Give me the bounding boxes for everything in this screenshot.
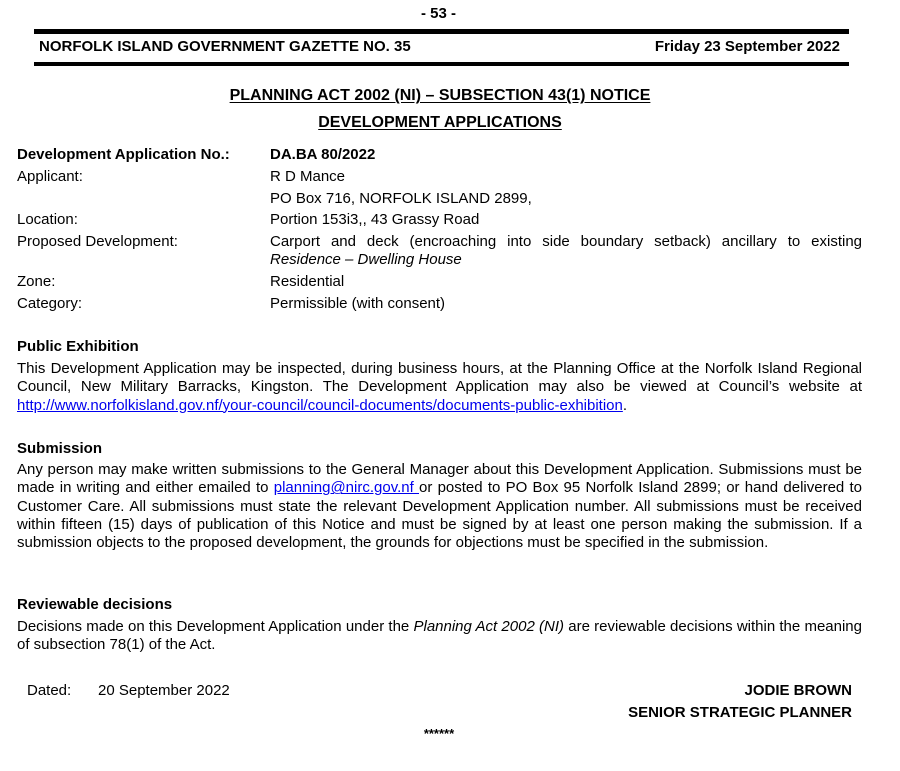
applicant-label: Applicant: bbox=[17, 168, 83, 185]
applicant-name: R D Mance bbox=[270, 168, 346, 185]
category-label: Category: bbox=[17, 295, 83, 312]
submission-paragraph bbox=[17, 461, 862, 552]
submission-text-after-email: or posted to PO Box 95 Norfolk Island 2899; or hand delivered to Customer Care. All submissions must state the relevant Development Application number. All submissions must be received within fifteen (15) days of publication of this Notice and must be signed by at least one person making the submission. If a submission objects to the proposed development, the grounds for objections must be specified in the submission. bbox=[17, 479, 862, 552]
page-number: - 53 - bbox=[420, 5, 456, 22]
zone-label: Zone: bbox=[17, 273, 56, 290]
category-value: Permissible (with consent) bbox=[270, 295, 446, 312]
gazette-date: Friday 23 September 2022 bbox=[654, 38, 840, 55]
submission-text-before-email: Any person may make written submissions to the General Manager about this Development Application. Submissions must be made in writing and either emailed to bbox=[17, 461, 862, 497]
reviewable-heading: Reviewable decisions bbox=[17, 596, 173, 613]
proposed-development-line2: Residence – Dwelling House bbox=[270, 251, 462, 268]
proposed-development-line1: Carport and deck (encroaching into side boundary setback) ancillary to existing bbox=[270, 233, 862, 250]
reviewable-paragraph bbox=[17, 618, 862, 655]
reviewable-act-name: Planning Act 2002 (NI) bbox=[413, 618, 565, 635]
da-number-value: DA.BA 80/2022 bbox=[270, 146, 376, 163]
location-label: Location: bbox=[17, 211, 78, 228]
notice-heading-act: PLANNING ACT 2002 (NI) – SUBSECTION 43(1) NOTICE bbox=[229, 87, 651, 104]
public-exhibition-heading: Public Exhibition bbox=[17, 338, 139, 355]
location-value: Portion 153i3,, 43 Grassy Road bbox=[270, 211, 480, 228]
submission-heading: Submission bbox=[17, 440, 103, 457]
submission-email-link[interactable]: planning@nirc.gov.nf bbox=[273, 479, 419, 497]
da-number-label: Development Application No.: bbox=[17, 146, 230, 163]
dated-value: 20 September 2022 bbox=[98, 682, 230, 699]
proposed-development-label: Proposed Development: bbox=[17, 233, 178, 250]
reviewable-text-before-act: Decisions made on this Development Application under the bbox=[17, 618, 414, 635]
gazette-title: NORFOLK ISLAND GOVERNMENT GAZETTE NO. 35 bbox=[39, 38, 411, 55]
signatory-name: JODIE BROWN bbox=[744, 682, 852, 699]
reviewable-text-after-act: are reviewable decisions within the meaning of subsection 78(1) of the Act. bbox=[17, 618, 862, 654]
dated-label: Dated: bbox=[27, 682, 72, 699]
public-exhibition-paragraph bbox=[17, 360, 862, 415]
public-exhibition-tail: . bbox=[622, 396, 628, 414]
public-exhibition-text: This Development Application may be inspected, during business hours, at the Planning Office at the Norfolk Island Regional Council, New Military Barracks, Kingston. The Development Application may also be viewed at Council’s website at bbox=[17, 360, 862, 396]
public-exhibition-link[interactable]: http://www.norfolkisland.gov.nf/your-council/council-documents/documents-public-exhibition bbox=[17, 396, 623, 414]
header-rule-top bbox=[34, 29, 849, 34]
zone-value: Residential bbox=[270, 273, 345, 290]
header-rule-bottom bbox=[34, 62, 849, 66]
signatory-title: SENIOR STRATEGIC PLANNER bbox=[628, 704, 852, 721]
notice-heading-applications: DEVELOPMENT APPLICATIONS bbox=[318, 114, 562, 131]
applicant-address: PO Box 716, NORFOLK ISLAND 2899, bbox=[270, 190, 532, 207]
end-mark: ****** bbox=[423, 726, 455, 741]
